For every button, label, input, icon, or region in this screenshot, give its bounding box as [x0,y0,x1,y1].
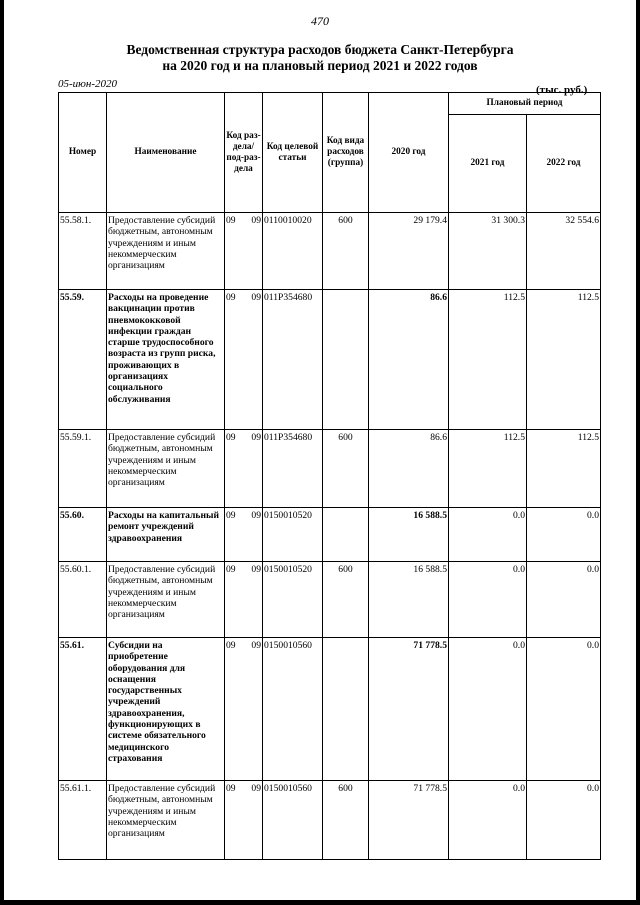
row-target: 011P354680 [263,430,323,508]
table-row [59,213,601,290]
row-2020: 16 588.5 [369,562,449,638]
row-2022: 112.5 [527,430,601,508]
table-row [59,508,601,562]
row-2021: 112.5 [449,430,527,508]
header-2021: 2021 год [449,115,527,213]
page-number: 470 [311,14,329,28]
row-expense: 600 [323,562,369,638]
header-number: Номер [59,93,107,213]
document-page [4,0,636,900]
document-date: 05-июн-2020 [58,78,118,90]
row-2022: 0.0 [527,562,601,638]
row-number: 55.59.1. [59,430,107,508]
row-2020: 29 179.4 [369,213,449,290]
row-number: 55.60.1. [59,562,107,638]
row-target: 0150010560 [263,638,323,781]
row-subsection-code: 09 [251,564,261,575]
row-expense: 600 [323,781,369,860]
row-subsection-code: 09 [251,215,261,226]
row-2020: 71 778.5 [369,638,449,781]
row-expense: 600 [323,430,369,508]
header-target: Код целевой статьи [263,93,323,213]
row-subsection-code: 09 [251,292,261,303]
budget-table [58,92,601,860]
row-name: Предоставление субсидий бюджетным, автономным учреждениям и иным некоммерческим организациям [107,562,225,638]
row-section [225,638,263,781]
row-name: Субсидии на приобретение оборудования для оснащения государственных учреждений здравоохранения, функционирующих в системе обязательного медицинского страхования [107,638,225,781]
row-target: 011P354680 [263,290,323,430]
row-section-code: 09 [226,783,236,794]
header-expense: Код вида расходов (группа) [323,93,369,213]
header-section: Код раз-дела/ под-раз-дела [225,93,263,213]
table-body [59,213,601,860]
row-2020: 86.6 [369,430,449,508]
row-section [225,430,263,508]
row-2021: 0.0 [449,508,527,562]
table-row [59,430,601,508]
table-row [59,638,601,781]
title-line-2: на 2020 год и на плановый период 2021 и 2022 годов [162,58,478,73]
row-2022: 112.5 [527,290,601,430]
row-name: Расходы на капитальный ремонт учреждений здравоохранения [107,508,225,562]
row-section-code: 09 [226,215,236,226]
row-section-code: 09 [226,640,236,651]
units-label: (тыс. руб.) [536,84,588,96]
row-2022: 0.0 [527,781,601,860]
row-number: 55.59. [59,290,107,430]
row-name: Предоставление субсидий бюджетным, автономным учреждениям и иным некоммерческим организациям [107,213,225,290]
header-2020: 2020 год [369,93,449,213]
row-expense [323,290,369,430]
row-section [225,290,263,430]
header-2022: 2022 год [527,115,601,213]
table-row [59,781,601,860]
row-number: 55.61. [59,638,107,781]
table-row [59,562,601,638]
row-name: Расходы на проведение вакцинации против пневмококковой инфекции граждан старше трудоспособного возраста из групп риска, проживающих в организациях социального обслуживания [107,290,225,430]
row-section [225,781,263,860]
row-section-code: 09 [226,432,236,443]
row-2022: 32 554.6 [527,213,601,290]
row-section-code: 09 [226,292,236,303]
row-number: 55.60. [59,508,107,562]
row-section [225,562,263,638]
row-2020: 16 588.5 [369,508,449,562]
table-row [59,290,601,430]
row-section [225,213,263,290]
document-title [4,42,636,74]
row-target: 0150010520 [263,562,323,638]
header-planned: Плановый период [449,93,601,115]
row-subsection-code: 09 [251,640,261,651]
row-number: 55.58.1. [59,213,107,290]
row-expense: 600 [323,213,369,290]
row-2020: 86.6 [369,290,449,430]
row-name: Предоставление субсидий бюджетным, автономным учреждениям и иным некоммерческим организациям [107,781,225,860]
row-expense [323,638,369,781]
row-name: Предоставление субсидий бюджетным, автономным учреждениям и иным некоммерческим организациям [107,430,225,508]
row-target: 0110010020 [263,213,323,290]
row-target: 0150010560 [263,781,323,860]
row-2021: 0.0 [449,781,527,860]
row-2021: 0.0 [449,638,527,781]
row-subsection-code: 09 [251,432,261,443]
row-2022: 0.0 [527,508,601,562]
row-2022: 0.0 [527,638,601,781]
row-subsection-code: 09 [251,783,261,794]
row-2021: 112.5 [449,290,527,430]
header-name: Наименование [107,93,225,213]
title-line-1: Ведомственная структура расходов бюджета Санкт-Петербурга [126,42,514,57]
row-number: 55.61.1. [59,781,107,860]
row-target: 0150010520 [263,508,323,562]
row-2020: 71 778.5 [369,781,449,860]
row-section-code: 09 [226,510,236,521]
row-subsection-code: 09 [251,510,261,521]
row-section-code: 09 [226,564,236,575]
row-2021: 0.0 [449,562,527,638]
row-expense [323,508,369,562]
row-section [225,508,263,562]
row-2021: 31 300.3 [449,213,527,290]
